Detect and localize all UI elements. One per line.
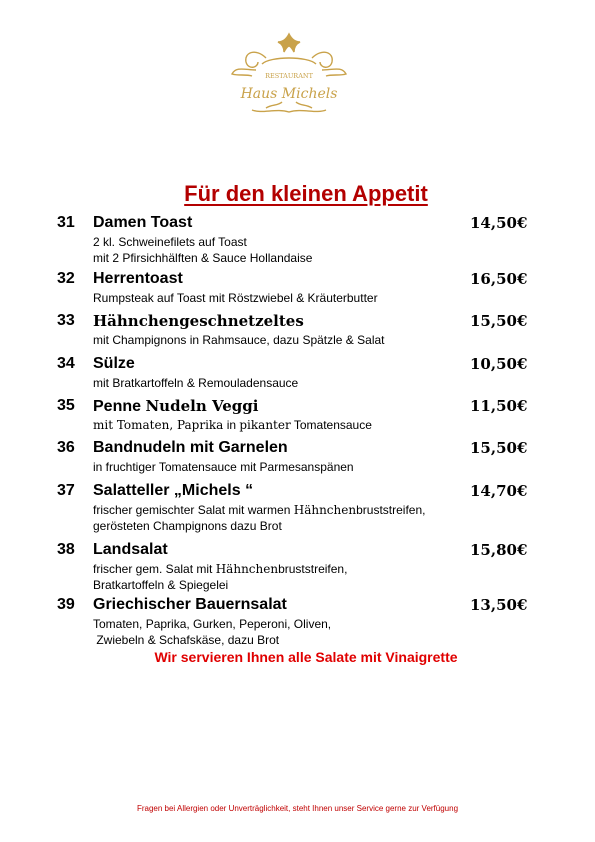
item-description: mit Champignons in Rahmsauce, dazu Spätzle & Salat [93, 333, 385, 347]
item-name: Damen Toast [93, 214, 193, 231]
allergy-footer: Fragen bei Allergien oder Unverträglichkeit, steht Ihnen unser Service gerne zur Verfügung [136, 804, 459, 813]
item-number: 39 [57, 596, 75, 613]
item-description: mit Tomaten, Paprika in pikanter Tomatensauce [93, 418, 372, 432]
item-description: Tomaten, Paprika, Gurken, Peperoni, Oliven, Zwiebeln & Schafskäse, dazu Brot [93, 617, 332, 647]
item-name: Herrentoast [93, 270, 183, 287]
svg-text:Haus Michels: Haus Michels [240, 86, 338, 102]
item-description: 2 kl. Schweinefilets auf Toast mit 2 Pfirsichhälften & Sauce Hollandaise [93, 235, 313, 265]
item-number: 34 [57, 355, 75, 372]
item-number: 31 [57, 214, 75, 231]
item-number: 33 [57, 312, 75, 329]
section-heading: Für den kleinen Appetit [184, 181, 428, 206]
item-number: 37 [57, 482, 75, 499]
item-name: Hähnchengeschnetzeltes [93, 312, 304, 330]
item-number: 32 [57, 270, 75, 287]
item-name: Bandnudeln mit Garnelen [93, 439, 288, 456]
item-price: 15,80€ [470, 541, 528, 559]
salad-note: Wir servieren Ihnen alle Salate mit Vinaigrette [154, 649, 458, 665]
item-price: 14,50€ [470, 214, 528, 232]
item-price: 10,50€ [470, 355, 528, 373]
item-price: 14,70€ [470, 482, 528, 500]
item-number: 36 [57, 439, 75, 456]
item-price: 16,50€ [470, 270, 528, 288]
item-name: Penne Nudeln Veggi [93, 397, 259, 415]
item-name: Landsalat [93, 541, 168, 558]
item-name: Sülze [93, 355, 135, 372]
item-price: 13,50€ [470, 596, 528, 614]
item-number: 35 [57, 397, 75, 414]
item-price: 15,50€ [470, 312, 528, 330]
item-description: Rumpsteak auf Toast mit Röstzwiebel & Kräuterbutter [93, 291, 378, 305]
svg-text:RESTAURANT: RESTAURANT [265, 72, 313, 80]
item-price: 15,50€ [470, 439, 528, 457]
item-description: frischer gemischter Salat mit warmen Hähnchenbruststreifen, gerösteten Champignons dazu Brot [93, 503, 426, 533]
item-name: Griechischer Bauernsalat [93, 596, 287, 613]
item-price: 11,50€ [470, 397, 528, 415]
item-description: in fruchtiger Tomatensauce mit Parmesanspänen [93, 460, 354, 474]
item-number: 38 [57, 541, 75, 558]
item-description: mit Bratkartoffeln & Remouladensauce [93, 376, 299, 390]
item-name: Salatteller „Michels “ [93, 482, 254, 499]
item-description: frischer gem. Salat mit Hähnchenbruststreifen, Bratkartoffeln & Spiegelei [93, 562, 348, 592]
